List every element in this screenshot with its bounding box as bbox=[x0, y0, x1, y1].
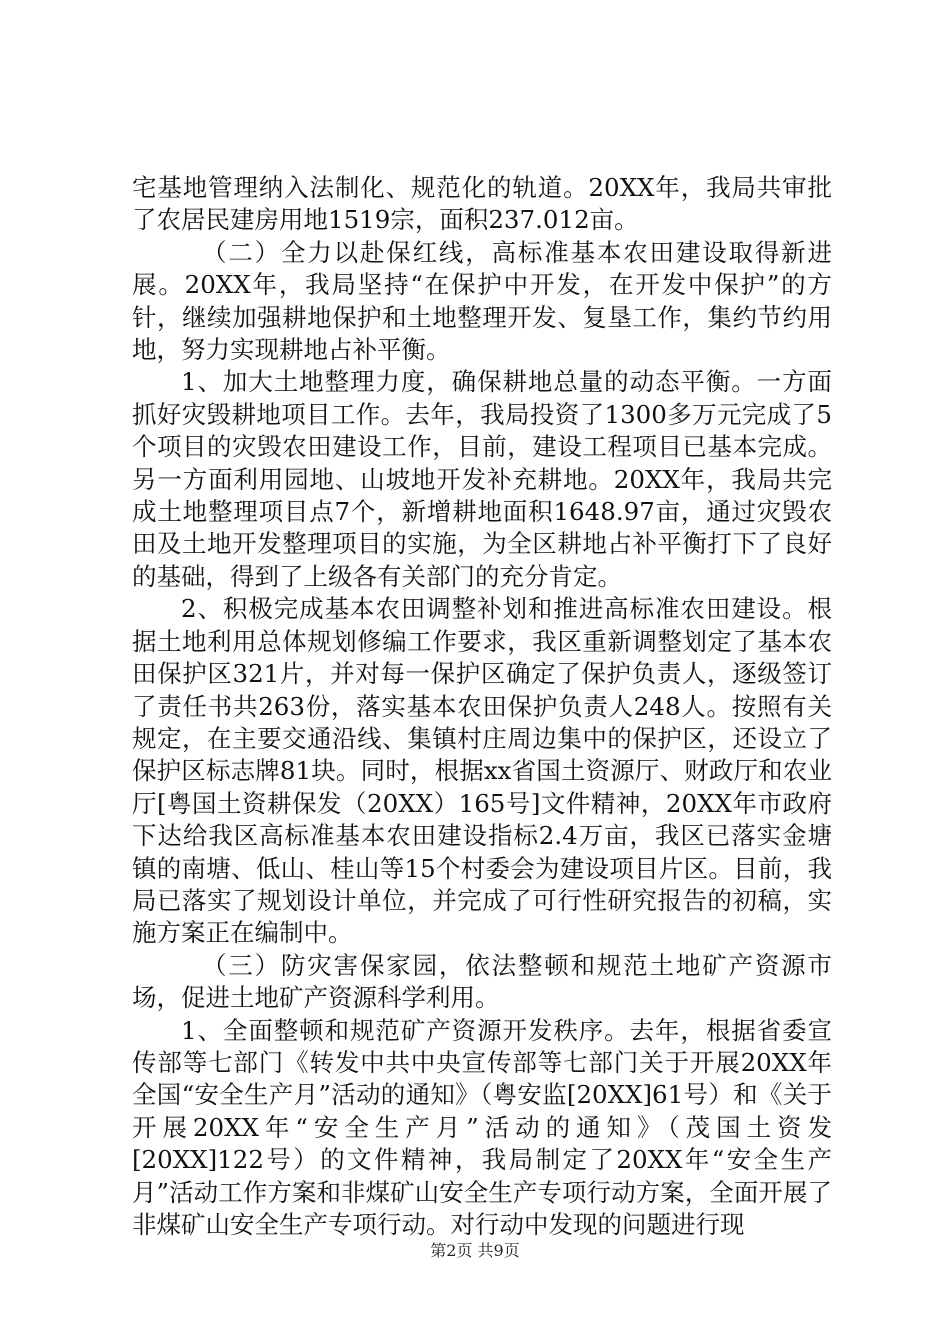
paragraph-5: （三）防灾害保家园，依法整顿和规范土地矿产资源市场，促进土地矿产资源科学利用。 bbox=[132, 950, 832, 1013]
paragraph-4: 2、积极完成基本农田调整补划和推进高标准农田建设。根据土地利用总体规划修编工作要求，我区重新调整划定了基本农田保护区321片，并对每一保护区确定了保护负责人，逐级签订了责任书共263份，落实基本农田保护负责人248人。按照有关规定，在主要交通沿线、集镇村庄周边集中的保护区，还设立了保护区标志牌81块。同时，根据xx省国土资源厅、财政厅和农业厅[粤国土资耕保发（20XX）165号]文件精神，20XX年市政府下达给我区高标准基本农田建设指标2.4万亩，我区已落实金塘镇的南塘、低山、桂山等15个村委会为建设项目片区。目前，我局已落实了规划设计单位，并完成了可行性研究报告的初稿，实施方案正在编制中。 bbox=[132, 594, 832, 948]
paragraph-6: 1、全面整顿和规范矿产资源开发秩序。去年，根据省委宣传部等七部门《转发中共中央宣传部等七部门关于开展20XX年全国“安全生产月”活动的通知》（粤安监[20XX]61号）和《关于开展20XX年“安全生产月”活动的通知》（茂国土资发[20XX]122号）的文件精神，我局制定了20XX年“安全生产月”活动工作方案和非煤矿山安全生产专项行动方案，全面开展了非煤矿山安全生产专项行动。对行动中发现的问题进行现 bbox=[132, 1015, 832, 1239]
document-body bbox=[132, 172, 832, 1241]
paragraph-2: （二）全力以赴保红线，高标准基本农田建设取得新进展。20XX年，我局坚持“在保护中开发，在开发中保护”的方针，继续加强耕地保护和土地整理开发、复垦工作，集约节约用地，努力实现耕地占补平衡。 bbox=[132, 237, 832, 365]
paragraph-1: 宅基地管理纳入法制化、规范化的轨道。20XX年，我局共审批了农居民建房用地1519宗，面积237.012亩。 bbox=[132, 173, 832, 235]
paragraph-3: 1、加大土地整理力度，确保耕地总量的动态平衡。一方面抓好灾毁耕地项目工作。去年，我局投资了1300多万元完成了5个项目的灾毁农田建设工作，目前，建设工程项目已基本完成。另一方面利用园地、山坡地开发补充耕地。20XX年，我局共完成土地整理项目点7个，新增耕地面积1648.97亩，通过灾毁农田及土地开发整理项目的实施，为全区耕地占补平衡打下了良好的基础，得到了上级各有关部门的充分肯定。 bbox=[132, 367, 832, 591]
page-number-footer: 第2页 共9页 bbox=[430, 1241, 520, 1260]
